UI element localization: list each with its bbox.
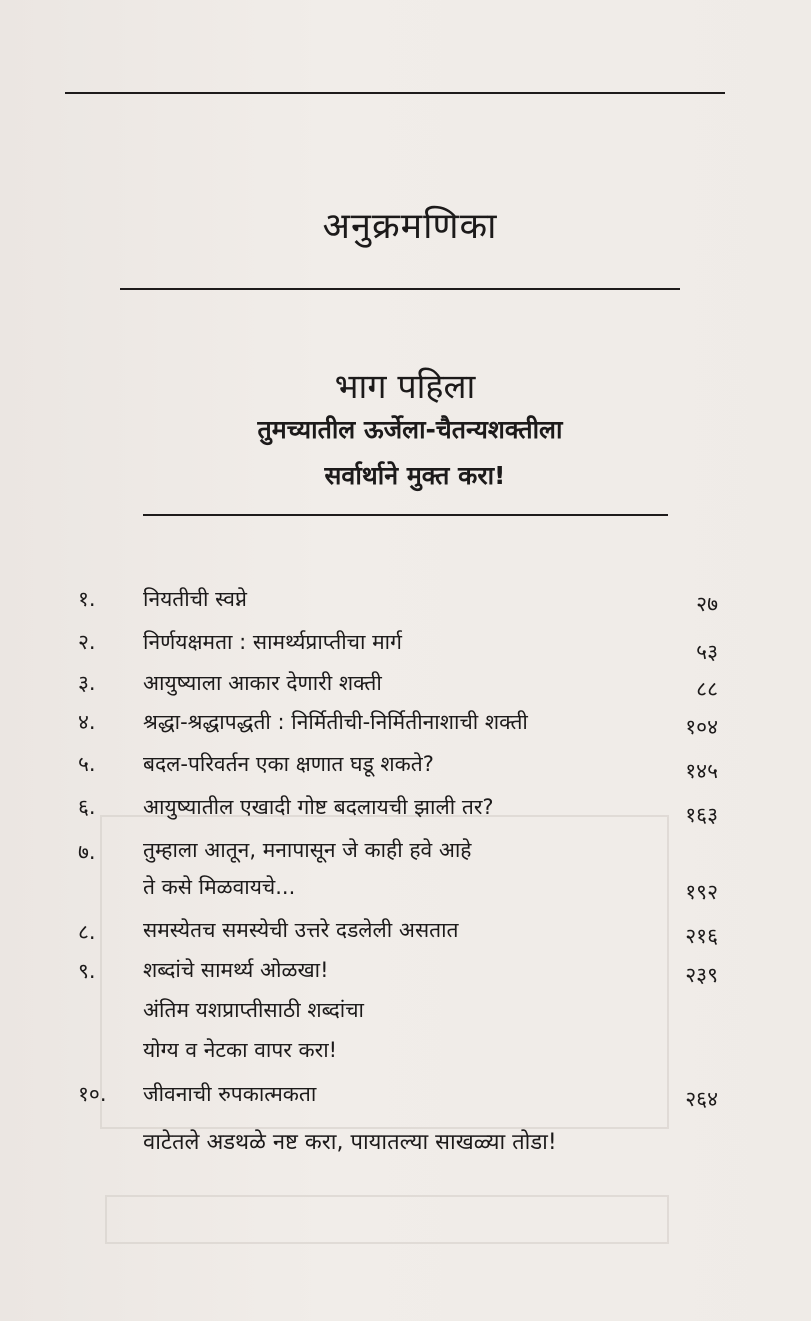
entry-page: १६३ <box>685 803 718 827</box>
entry-title: शब्दांचे सामर्थ्य ओळखा! <box>143 958 329 982</box>
top-rule <box>65 92 725 94</box>
part-rule <box>143 514 668 516</box>
entry-number: ४. <box>78 710 96 734</box>
entry-title: समस्येतच समस्येची उत्तरे दडलेली असतात <box>143 918 459 942</box>
entry-title-continued: ते कसे मिळवायचे... <box>143 875 296 899</box>
entry-page: ५३ <box>696 640 718 664</box>
page-title: अनुक्रमणिका <box>322 206 498 247</box>
entry-page: १९२ <box>685 880 718 904</box>
entry-page: २१६ <box>685 924 718 948</box>
part-subtitle-line1: तुमच्यातील ऊर्जेला-चैतन्यशक्तीला <box>257 415 563 444</box>
entry-number: ७. <box>78 840 96 864</box>
entry-number: ५. <box>78 752 96 776</box>
entry-number: ६. <box>78 795 96 819</box>
part-subtitle-line2: सर्वार्थाने मुक्त करा! <box>324 461 506 490</box>
entry-title: जीवनाची रुपकात्मकता <box>143 1082 317 1106</box>
entry-title: नियतीची स्वप्ने <box>143 587 247 611</box>
entry-title-continued: अंतिम यशप्राप्तीसाठी शब्दांचा <box>143 998 364 1022</box>
entry-number: ९. <box>78 959 96 983</box>
entry-title-continued: योग्य व नेटका वापर करा! <box>143 1038 338 1062</box>
entry-page: १४५ <box>685 759 718 783</box>
entry-page: १०४ <box>685 715 718 739</box>
part-title: भाग पहिला <box>334 367 476 407</box>
entry-title: बदल-परिवर्तन एका क्षणात घडू शकते? <box>143 752 434 776</box>
entry-number: २. <box>78 630 96 654</box>
entry-title: श्रद्धा-श्रद्धापद्धती : निर्मितीची-निर्मितीनाशाची शक्ती <box>143 710 528 734</box>
entry-title: आयुष्यातील एखादी गोष्ट बदलायची झाली तर? <box>143 795 494 819</box>
entry-number: ८. <box>78 920 96 944</box>
closing-line: वाटेतले अडथळे नष्ट करा, पायातल्या साखळ्या तोडा! <box>143 1130 557 1155</box>
entry-title: निर्णयक्षमता : सामर्थ्यप्राप्तीचा मार्ग <box>143 630 402 654</box>
entry-number: १. <box>78 587 96 611</box>
entry-title: तुम्हाला आतून, मनापासून जे काही हवे आहे <box>143 838 472 862</box>
heading-rule <box>120 288 680 290</box>
entry-page: २३९ <box>685 963 718 987</box>
entry-number: ३. <box>78 671 96 695</box>
bleed-through-box <box>105 1195 669 1244</box>
entry-page: २७ <box>696 592 718 616</box>
entry-page: २६४ <box>685 1087 718 1111</box>
entry-title: आयुष्याला आकार देणारी शक्ती <box>143 671 382 695</box>
entry-page: ८८ <box>696 677 718 701</box>
entry-number: १०. <box>78 1082 107 1106</box>
